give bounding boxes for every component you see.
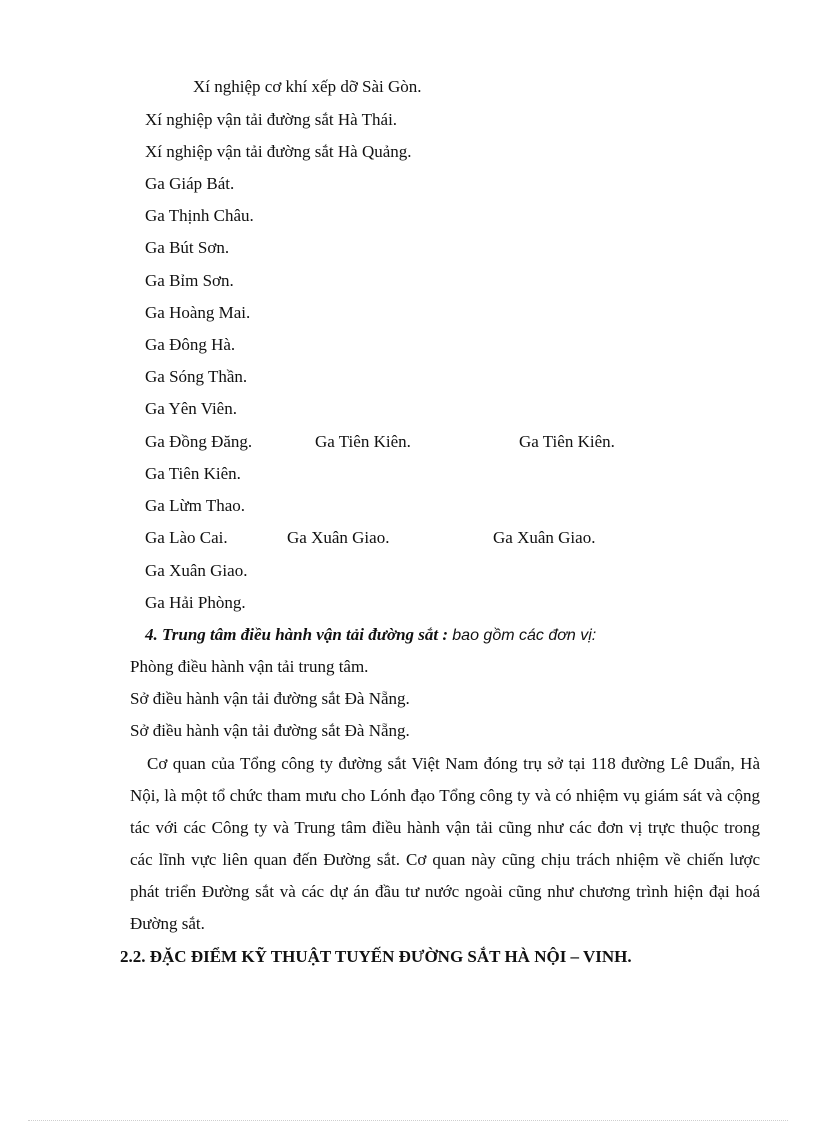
list-item: Ga Đông Hà. bbox=[145, 335, 236, 354]
list-item: Xí nghiệp vận tải đường sắt Hà Quảng. bbox=[145, 142, 412, 161]
list-item: Ga Tiên Kiên. bbox=[145, 464, 241, 483]
paragraph-text: Cơ quan của Tổng công ty đường sắt Việt Nam đóng trụ sở tại 118 đường Lê Duẩn, Hà Nội, là một tổ chức tham mưu cho Lónh đạo Tổng công ty và có nhiệm vụ giám sát và cộng tác với các Công ty và Trung tâm điều hành vận tải cũng như các đơn vị trực thuộc trong các lĩnh vực liên quan đến Đường sắt. Cơ quan này cũng chịu trách nhiệm về chiến lược phát triển Đường sắt và các dự án đầu tư nước ngoài cũng như chương trình hiện đại hoá Đường sắt. bbox=[130, 754, 760, 933]
list-item: Ga Xuân Giao. bbox=[145, 561, 248, 580]
body-paragraph bbox=[130, 748, 760, 940]
heading-4-tail: bao gồm các đơn vị: bbox=[452, 627, 597, 644]
list-item: Sở điều hành vận tải đường sắt Đà Nẵng. bbox=[130, 689, 410, 708]
list-item: Xí nghiệp vận tải đường sắt Hà Thái. bbox=[145, 110, 398, 129]
list-item: Ga Tiên Kiên. bbox=[519, 432, 615, 451]
section-heading-4 bbox=[145, 625, 596, 646]
list-item: Ga Hải Phòng. bbox=[145, 593, 246, 612]
list-item: Ga Tiên Kiên. bbox=[315, 432, 411, 451]
list-item: Ga Giáp Bát. bbox=[145, 174, 235, 193]
list-item: Sở điều hành vận tải đường sắt Đà Nẵng. bbox=[130, 721, 410, 740]
list-item: Xí nghiệp cơ khí xếp dỡ Sài Gòn. bbox=[193, 77, 422, 96]
section-heading-2-2: 2.2. ĐẶC ĐIỂM KỸ THUẬT TUYẾN ĐƯỜNG SẮT HÀ NỘI – VINH. bbox=[120, 947, 632, 966]
list-item: Ga Thịnh Châu. bbox=[145, 206, 254, 225]
list-item: Ga Bỉm Sơn. bbox=[145, 271, 234, 290]
page-bottom-rule bbox=[28, 1120, 788, 1121]
heading-4-bold: 4. Trung tâm điều hành vận tải đường sắt : bbox=[145, 625, 449, 644]
list-item: Ga Lừm Thao. bbox=[145, 496, 246, 515]
list-item: Ga Đồng Đăng. bbox=[145, 432, 253, 451]
list-item: Phòng điều hành vận tải trung tâm. bbox=[130, 657, 369, 676]
list-item: Ga Bút Sơn. bbox=[145, 238, 230, 257]
list-item: Ga Sóng Thần. bbox=[145, 367, 248, 386]
list-item: Ga Lào Cai. bbox=[145, 528, 228, 547]
list-item: Ga Xuân Giao. bbox=[493, 528, 596, 547]
list-item: Ga Xuân Giao. bbox=[287, 528, 390, 547]
list-item: Ga Yên Viên. bbox=[145, 399, 237, 418]
list-item: Ga Hoàng Mai. bbox=[145, 303, 251, 322]
